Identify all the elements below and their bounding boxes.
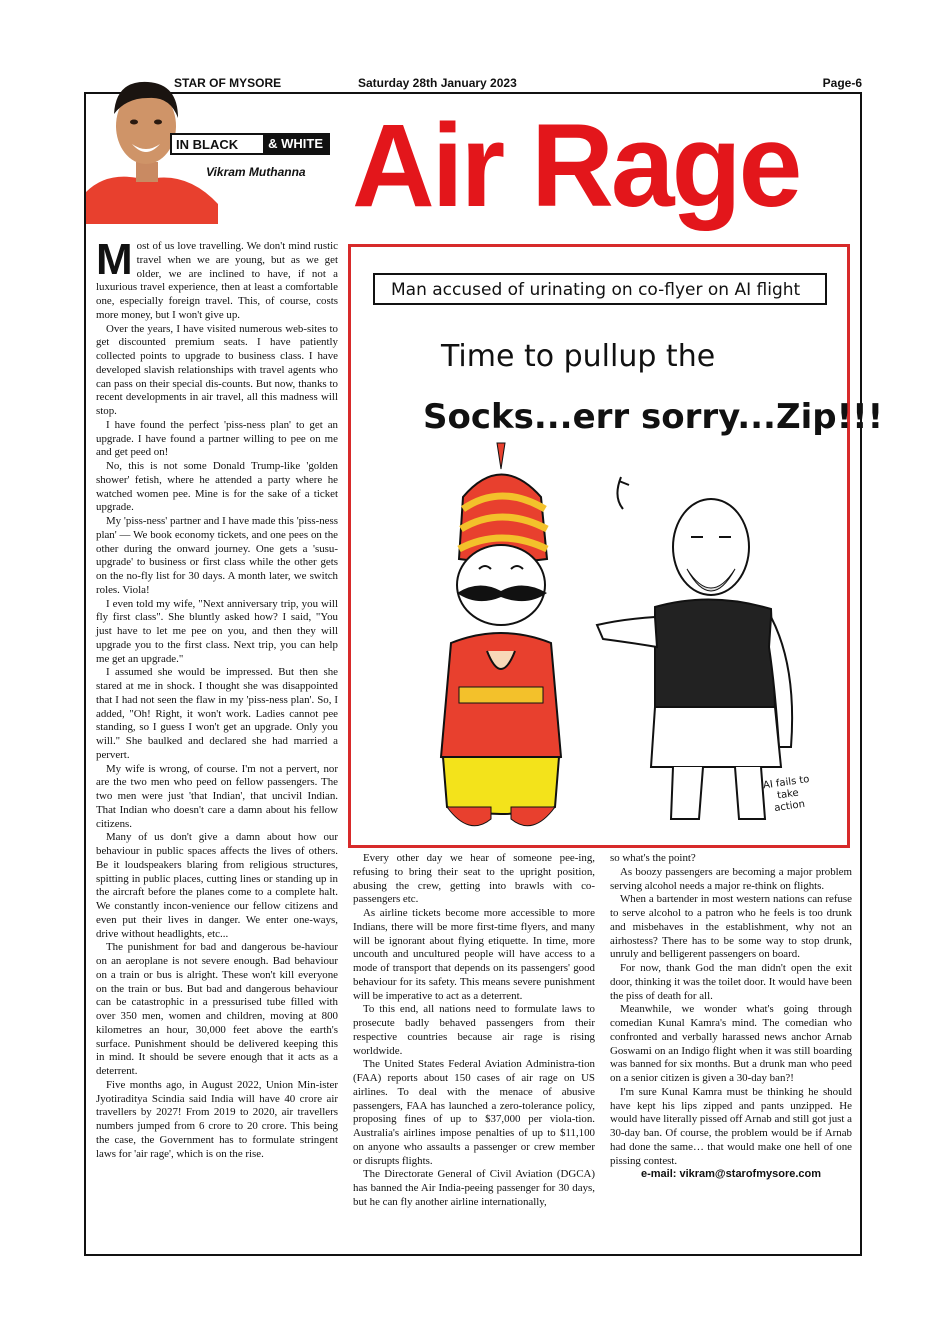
- editorial-cartoon: [348, 244, 884, 848]
- paragraph: Five months ago, in August 2022, Union Min-ister Jyotiraditya Scindia said India will have 40 crore air travellers by 2027! From 2019 to 2020, air travellers numbers jumped from 6 crore to 20 crore. This being the case, the Government has to formulate stringent laws for 'air rage', which is on the rise.: [96, 1078, 338, 1160]
- paragraph: Every other day we hear of someone pee-ing, refusing to bring their seat to the upright position, abusing the crew, getting into brawls with co-passengers etc.: [353, 852, 595, 906]
- paragraph: I have found the perfect 'piss-ness plan' to get an upgrade. I have found a partner willing to pee on me and get peed on!: [96, 418, 338, 459]
- page-number: Page-6: [822, 76, 862, 90]
- paragraph: Many of us don't give a damn about how our behaviour in public spaces affects the lives of others. Be it loudspeakers blaring from religious structures, spitting in public places, cutting lines or standing up in the aircraft before the planes come to a complete halt. We constantly incon-venience our fellow citizens and even put their lives in danger. We enter one-ways, drive without headlights, etc...: [96, 831, 338, 940]
- cartoon-caption: Man accused of urinating on co-flyer on AI flight: [391, 280, 801, 300]
- cartoon-speech-line-2: Socks...err sorry...Zip!!!: [423, 397, 884, 437]
- author-byline: Vikram Muthanna: [206, 165, 306, 179]
- column-label: [170, 133, 330, 155]
- paragraph: My 'piss-ness' partner and I have made this 'piss-ness plan' — We book economy tickets, and one pees on the other during the onward journey. One gets a 'susu-upgrade' to business or first class while the other gets on the no-fly list for 30 days. A month later, we switch roles. Viola!: [96, 515, 338, 596]
- paragraph: I'm sure Kunal Kamra must be thinking he should have kept his lips zipped and pants unzipped. He would have literally pissed off Arnab and still got just a 30-day ban. Of course, the problem would be if Arnab had done the same… that would make one hell of one pissing contest.: [610, 1085, 852, 1167]
- paragraph: The punishment for bad and dangerous be-haviour on an aeroplane is not severe enough. Bad behaviour on a train or bus is alright. These won't kill everyone on the train or bus. But bad and dangerous behaviour can be catastrophic in a pressurised tube filled with over 350 men, women and children, moving at 800 kilometres an hour, 30,000 feet above the earth's surface. Punishment should be delivered keeping this in mind. It should be severe enough that it acts as a deterrent.: [96, 941, 338, 1077]
- drop-cap: M: [96, 235, 133, 284]
- lead-paragraph-text: ost of us love travelling. We don't mind rustic travel when we are young, but as we get older, we are inclined to have, if not a luxurious travel experience, then at least a comfortable one, especially foreign travel. This, of course, costs more money, but I won't give up.: [96, 240, 338, 321]
- lead-paragraph: [96, 235, 338, 323]
- cartoon-speech-line-1: Time to pullup the: [441, 339, 716, 374]
- paragraph: Meanwhile, we wonder what's going through comedian Kunal Kamra's mind. The comedian who confronted and verbally harassed news anchor Arnab Goswami on an Indigo flight when it was still boarding was banned for six months. But a drunk man who peed on a senior citizen is given a 30-day ban?!: [610, 1003, 852, 1084]
- paragraph: Over the years, I have visited numerous web-sites to get discounted premium seats. I have patiently collected points to upgrade to business class. I have developed slavish relationships with travel agents who can pass on their special dis-counts. But now, thanks to recent developments in air travel, all this madness will stop.: [96, 322, 338, 417]
- paragraph: For now, thank God the man didn't open the exit door, thinking it was the toilet door. It would have been the piss of death for all.: [610, 962, 852, 1002]
- paragraph: No, this is not some Donald Trump-like 'golden shower' fetish, where he attended a party where he watched women pee. Mine is for the sake of a ticket upgrade.: [96, 460, 338, 514]
- paragraph: so what's the point?: [610, 852, 696, 864]
- article-column-3: [610, 852, 852, 1182]
- author-email-link[interactable]: e-mail: vikram@starofmysore.com: [640, 1168, 822, 1181]
- issue-date: Saturday 28th January 2023: [358, 76, 517, 90]
- cartoon-drawing: [351, 247, 847, 845]
- paragraph: To this end, all nations need to formulate laws to prosecute badly behaved passengers from their respective countries because air rage is rising worldwide.: [353, 1003, 595, 1057]
- column-label-white: & WHITE: [263, 135, 328, 154]
- paragraph: When a bartender in most western nations can refuse to serve alcohol to a patron who he feels is too drunk and misbehaves in the establishment, why not an airhostess? There has to be some way to stop drunk, unruly and belligerent passengers on board.: [610, 893, 852, 961]
- paragraph: I assumed she would be impressed. But then she stared at me in shock. I thought she was disappointed that I had not seen the flaw in my 'piss-ness plan'. So, I added, "Oh! Right, it won't work. Ladies cannot pee standing, so I guess I won't get an upgrade. Only you will." She baulked and declared she had married a pervert.: [96, 666, 338, 761]
- column-label-black: IN BLACK: [176, 137, 239, 152]
- man-figure: [597, 477, 792, 819]
- paragraph: The Directorate General of Civil Aviation (DGCA) has banned the Air India-peeing passenger for 30 days, but he can fly another airline internationally,: [353, 1168, 595, 1208]
- article-column-1: [96, 235, 338, 1161]
- paragraph: As boozy passengers are becoming a major problem serving alcohol needs a major re-think on flights.: [610, 865, 852, 892]
- paragraph: I even told my wife, "Next anniversary trip, you will fly first class". She bluntly asked how? I said, "You just have to let me pee on you, and then they will upgrade you to the first class. Next trip, you can help me get an upgrade.": [96, 597, 338, 665]
- newspaper-name: STAR OF MYSORE: [174, 76, 282, 90]
- paragraph: The United States Federal Aviation Administra-tion (FAA) reports about 150 cases of air rage on US airlines. To deal with the menace of abusive passengers, FAA has launched a zero-tolerance policy, proposing fines of up to $37,000 per viola-tion. Australia's airlines impose penalties of up to $11,100 on anyone who assaults a passenger or crew member or disrupts flights.: [353, 1058, 595, 1167]
- article-column-2: [353, 852, 595, 1210]
- maharaja-figure: [441, 443, 561, 826]
- paragraph: My wife is wrong, of course. I'm not a pervert, nor are the two men who peed on fellow passengers. The two men were just 'that Indian', that uncivil Indian. That Indian who doesn't care a damn about his fellow citizens.: [96, 762, 338, 830]
- cartoon-sign: AI fails to take action: [762, 774, 811, 815]
- paragraph: As airline tickets become more accessible to more Indians, there will be more first-time flyers, and many will be ignorant about flying etiquette. In time, more uncouth and uncultured people will have access to a mode of transport that depends on its passengers' good behaviour for its safety. This means severe punishment will be imperative to act as a deterrent.: [353, 907, 595, 1002]
- headline: Air Rage: [352, 100, 800, 232]
